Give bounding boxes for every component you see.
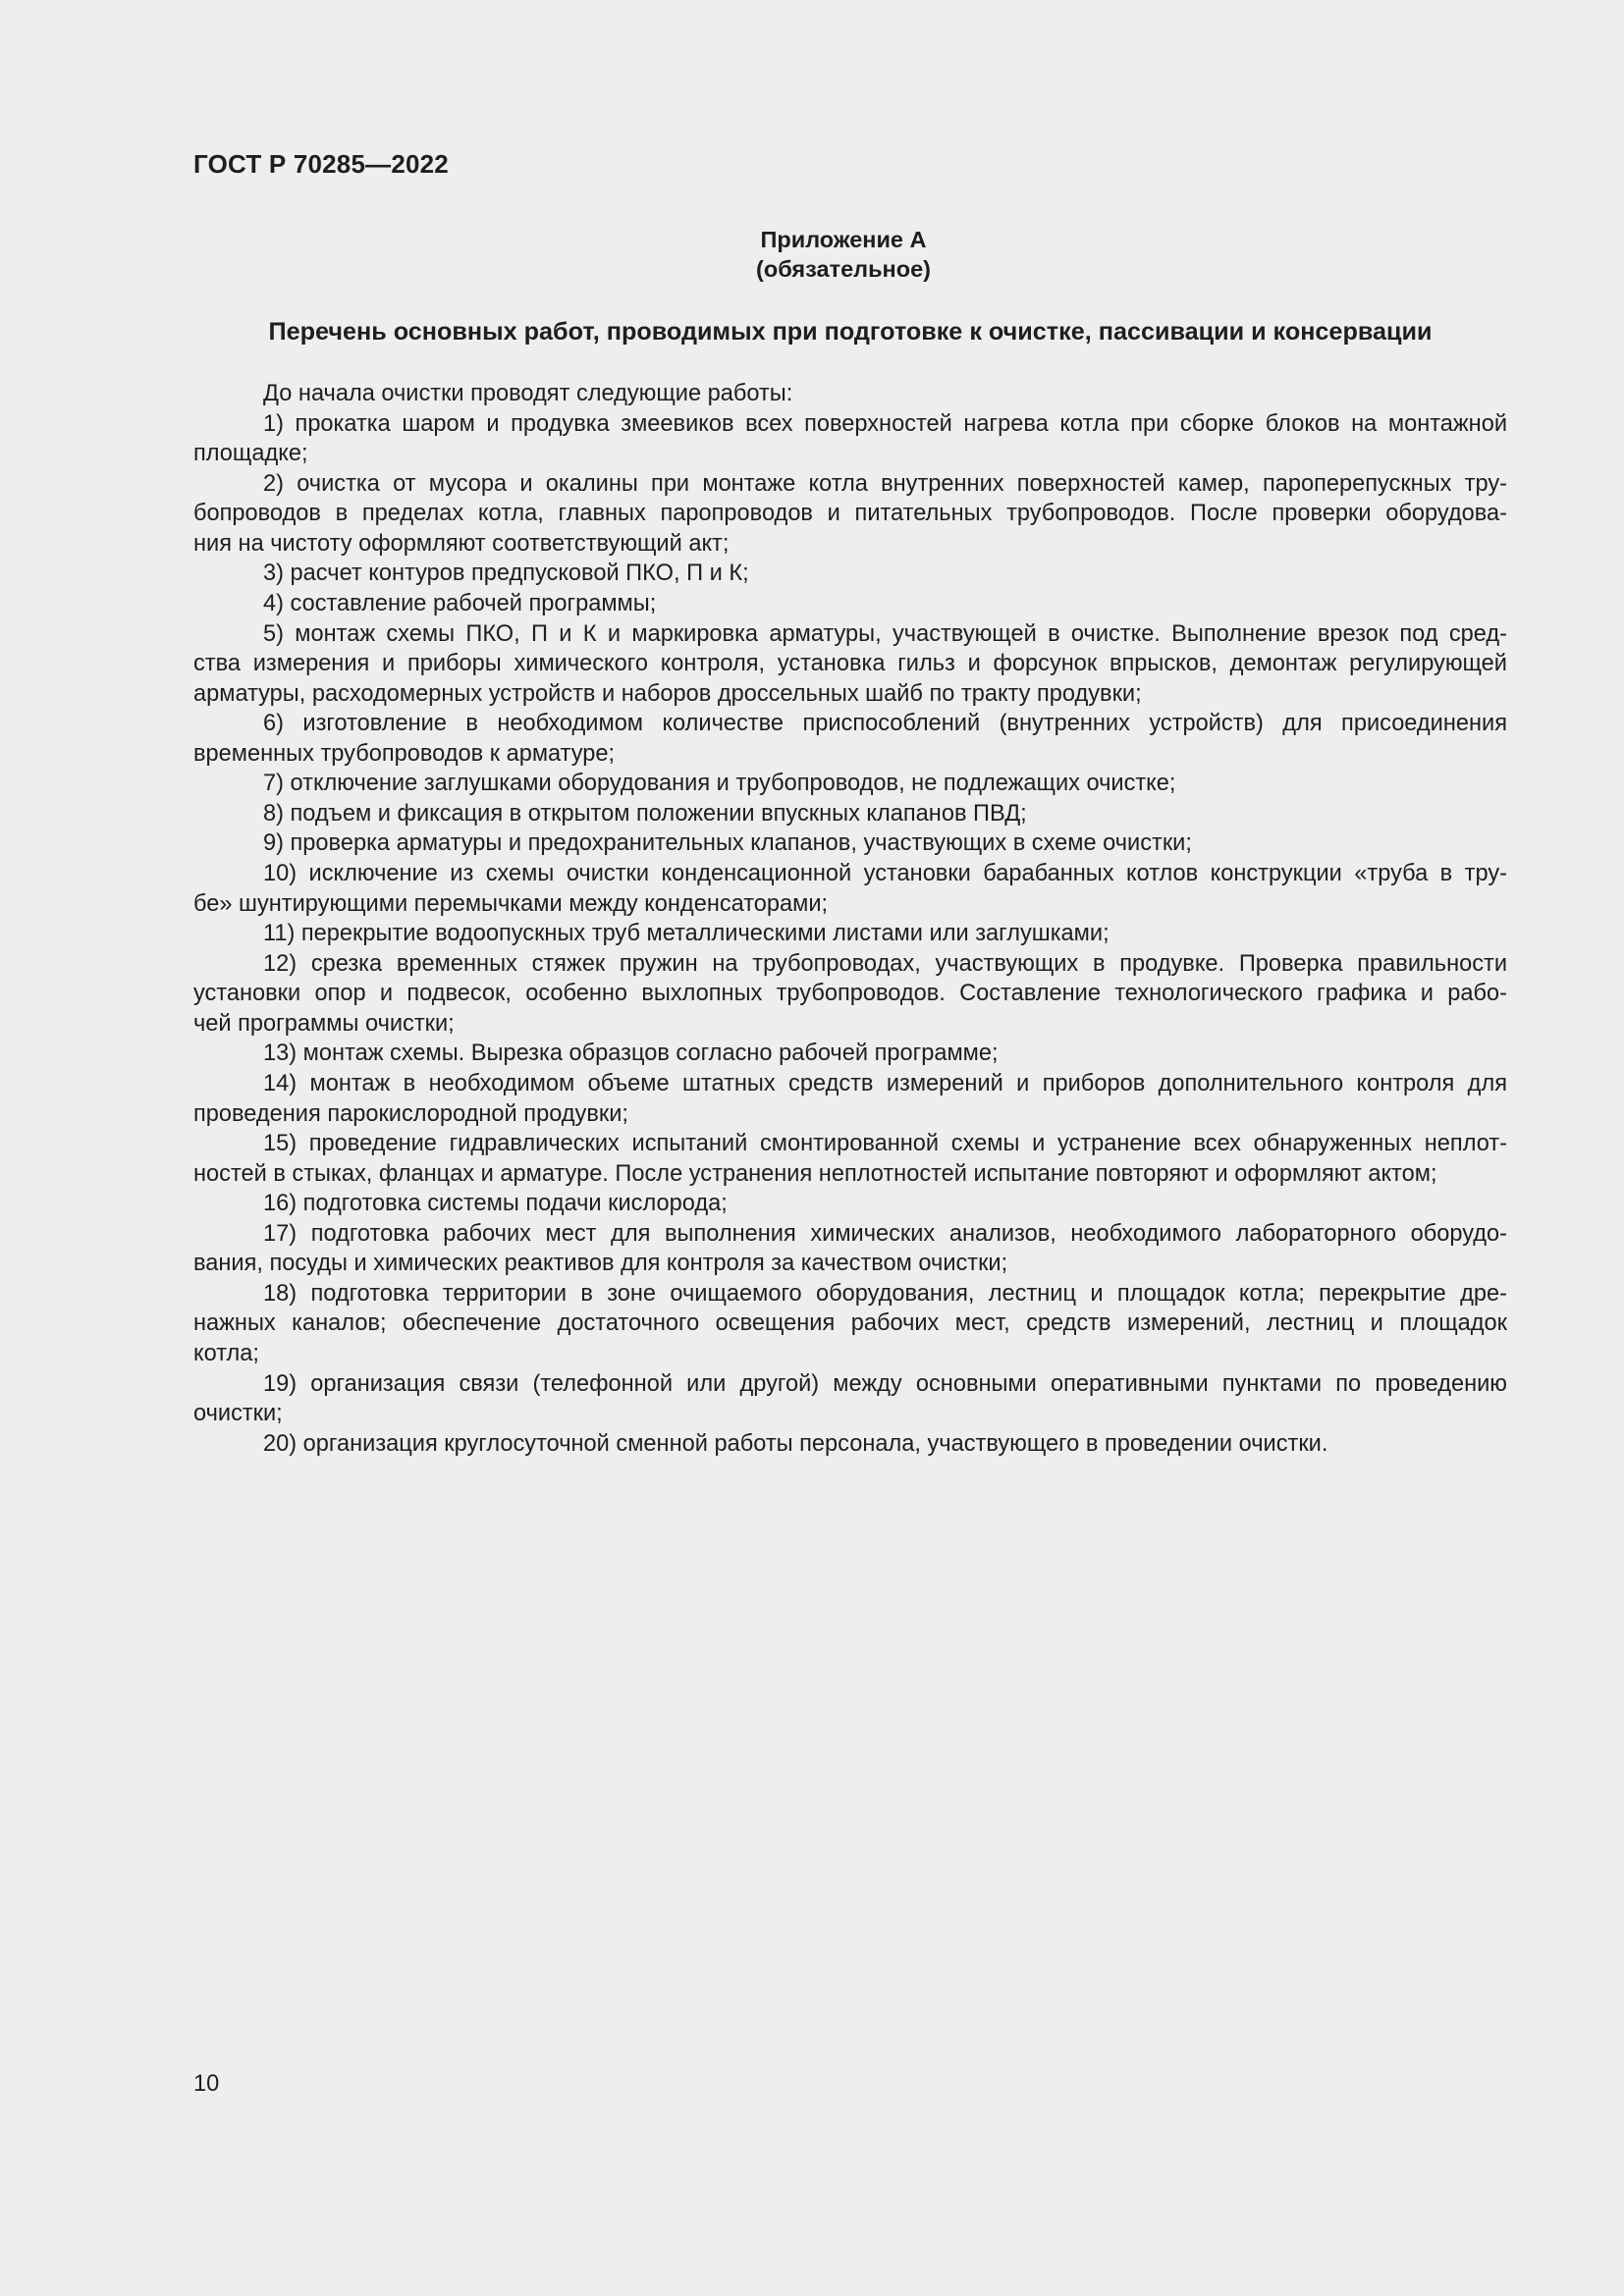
list-item-continuation-line: бе» шунтирующими перемычками между конденсаторами; <box>193 890 829 917</box>
list-item-continuation-line: вания, посуды и химических реактивов для контроля за качеством очистки; <box>193 1251 1008 1277</box>
section-title: Перечень основных работ, проводимых при подготовке к очистке, пассивации и консервации <box>268 318 1433 346</box>
list-item <box>193 799 1507 829</box>
page-number: 10 <box>193 2071 220 2097</box>
list-item <box>193 619 1507 710</box>
list-item-continuation-line: ния на чистоту оформляют соответствующий акт; <box>193 530 730 557</box>
list-item-first-line: 2) очистка от мусора и окалины при монтаже котла внутренних поверхностей камер, пароперепускных тру- <box>263 470 1507 497</box>
appendix-title: Приложение А <box>760 227 927 252</box>
appendix-heading <box>0 225 1624 284</box>
list-item <box>193 828 1507 859</box>
list-item <box>193 1219 1507 1279</box>
list-item-continuation-line: площадке; <box>193 441 308 467</box>
list-item <box>193 709 1507 769</box>
list-item-continuation-line: котла; <box>193 1341 259 1366</box>
list-item <box>193 1429 1507 1460</box>
list-item-first-line: 18) подготовка территории в зоне очищаемого оборудования, лестниц и площадок котла; перекрытие дре- <box>263 1280 1507 1307</box>
list-item-first-line: 5) монтаж схемы ПКО, П и К и маркировка арматуры, участвующей в очистке. Выполнение врезок под сред- <box>263 620 1507 647</box>
list-item <box>193 949 1507 1040</box>
list-item <box>193 769 1507 799</box>
list-item-first-line: 11) перекрытие водоопускных труб металлическими листами или заглушками; <box>263 921 1110 947</box>
list-item-first-line: 3) расчет контуров предпусковой ПКО, П и К; <box>263 561 749 587</box>
list-item-continuation-line: нажных каналов; обеспечение достаточного освещения рабочих мест, средств измерений, лестниц и площадок <box>193 1310 1507 1337</box>
list-item-continuation-line: очистки; <box>193 1401 283 1427</box>
list-item-first-line: 10) исключение из схемы очистки конденсационной установки барабанных котлов конструкции «труба в тру- <box>263 861 1507 886</box>
list-item-first-line: 7) отключение заглушками оборудования и трубопроводов, не подлежащих очистке; <box>263 771 1176 797</box>
list-item <box>193 589 1507 619</box>
list-item-continuation-line: временных трубопроводов к арматуре; <box>193 740 616 767</box>
list-item-first-line: 14) монтаж в необходимом объеме штатных средств измерений и приборов дополнительного контроля для <box>263 1070 1507 1096</box>
intro-paragraph: До начала очистки проводят следующие работы: <box>263 381 793 406</box>
list-item-continuation-line: проведения парокислородной продувки; <box>193 1100 628 1127</box>
list-item <box>193 469 1507 560</box>
standard-code-header: ГОСТ Р 70285—2022 <box>193 149 449 179</box>
list-item-first-line: 1) прокатка шаром и продувка змеевиков всех поверхностей нагрева котла при сборке блоков на монтажной <box>263 410 1507 437</box>
list-item-first-line: 9) проверка арматуры и предохранительных клапанов, участвующих в схеме очистки; <box>263 830 1192 857</box>
list-item <box>193 859 1507 919</box>
list-item <box>193 1279 1507 1369</box>
list-item-continuation-line: бопроводов в пределах котла, главных паропроводов и питательных трубопроводов. После проверки оборудова- <box>193 501 1507 527</box>
document-body <box>193 379 1507 1459</box>
work-items-list <box>193 409 1507 1460</box>
list-item-first-line: 4) составление рабочей программы; <box>263 590 657 616</box>
list-item <box>193 919 1507 949</box>
list-item <box>193 1369 1507 1429</box>
list-item <box>193 1189 1507 1219</box>
list-item <box>193 1129 1507 1189</box>
list-item-continuation-line: чей программы очистки; <box>193 1010 455 1037</box>
list-item <box>193 1069 1507 1129</box>
list-item-continuation-line: ностей в стыках, фланцах и арматуре. После устранения неплотностей испытание повторяют и оформляют актом; <box>193 1160 1437 1187</box>
list-item-first-line: 15) проведение гидравлических испытаний смонтированной схемы и устранение всех обнаруженных неплот- <box>263 1131 1507 1157</box>
list-item-first-line: 12) срезка временных стяжек пружин на трубопроводах, участвующих в продувке. Проверка правильности <box>263 950 1507 977</box>
list-item-first-line: 13) монтаж схемы. Вырезка образцов согласно рабочей программе; <box>263 1041 999 1067</box>
list-item <box>193 1039 1507 1069</box>
list-item-first-line: 16) подготовка системы подачи кислорода; <box>263 1191 728 1217</box>
appendix-status: (обязательное) <box>756 256 931 282</box>
list-item-first-line: 20) организация круглосуточной сменной работы персонала, участвующего в проведении очистки. <box>263 1430 1328 1457</box>
list-item-first-line: 8) подъем и фиксация в открытом положении впускных клапанов ПВД; <box>263 800 1027 827</box>
list-item-first-line: 17) подготовка рабочих мест для выполнения химических анализов, необходимого лабораторного оборудо- <box>263 1220 1507 1247</box>
list-item-continuation-line: ства измерения и приборы химического контроля, установка гильз и форсунок впрысков, демонтаж регулирующей <box>193 651 1507 677</box>
list-item-first-line: 6) изготовление в необходимом количестве приспособлений (внутренних устройств) для присоединения <box>263 711 1507 737</box>
list-item <box>193 409 1507 469</box>
list-item <box>193 559 1507 589</box>
list-item-first-line: 19) организация связи (телефонной или другой) между основными оперативными пунктами по проведению <box>263 1370 1507 1397</box>
list-item-continuation-line: установки опор и подвесок, особенно выхлопных трубопроводов. Составление технологического графика и рабо- <box>193 981 1507 1007</box>
list-item-continuation-line: арматуры, расходомерных устройств и наборов дроссельных шайб по тракту продувки; <box>193 680 1142 707</box>
